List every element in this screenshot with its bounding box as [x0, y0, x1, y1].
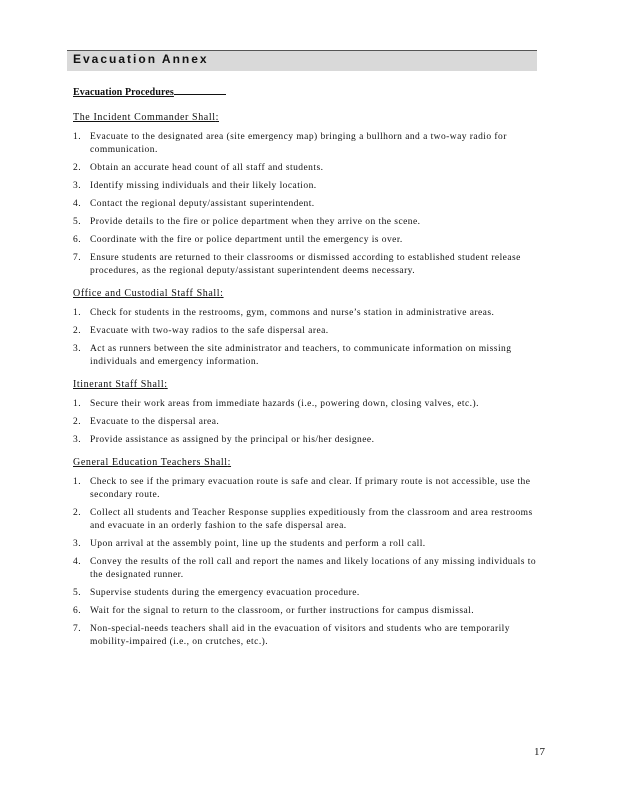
heading-underline-rule	[174, 86, 226, 95]
procedure-section	[73, 287, 539, 369]
item-number: 4.	[73, 199, 82, 209]
item-text: Provide details to the fire or police department when they arrive on the scene.	[90, 217, 421, 227]
procedure-section	[73, 378, 539, 447]
item-number: 2.	[73, 508, 82, 518]
item-text: Ensure students are returned to their classrooms or dismissed according to established student release procedures, as the regional deputy/assistant superintendent deems necessary.	[90, 253, 521, 276]
item-text: Convey the results of the roll call and report the names and likely locations of any missing individuals to the designated runner.	[90, 557, 537, 580]
item-number: 2.	[73, 326, 82, 336]
item-text: Check to see if the primary evacuation route is safe and clear. If primary route is not accessible, use the secondary route.	[90, 477, 531, 500]
item-text: Evacuate to the dispersal area.	[90, 417, 220, 427]
section-title-colon: :	[164, 379, 168, 390]
item-number: 5.	[73, 588, 82, 598]
list-item	[73, 325, 539, 338]
item-number: 3.	[73, 344, 82, 354]
item-text: Upon arrival at the assembly point, line up the students and perform a roll call.	[90, 539, 426, 549]
list-item	[73, 162, 539, 175]
item-number: 3.	[73, 435, 82, 445]
list-item	[73, 538, 539, 551]
annex-header-bar	[67, 50, 537, 71]
item-text: Check for students in the restrooms, gym, commons and nurse’s station in administrative areas.	[90, 308, 495, 318]
list-item	[73, 605, 539, 618]
item-text: Contact the regional deputy/assistant superintendent.	[90, 199, 315, 209]
section-title-text: General Education Teachers Shall	[73, 457, 228, 468]
item-number: 6.	[73, 235, 82, 245]
item-text: Provide assistance as assigned by the principal or his/her designee.	[90, 435, 375, 445]
section-title	[73, 378, 539, 392]
section-title-text: The Incident Commander Shall	[73, 112, 216, 123]
procedure-list	[73, 131, 539, 278]
section-title-colon: :	[220, 288, 224, 299]
item-text: Evacuate to the designated area (site emergency map) bringing a bullhorn and a two-way radio for communication.	[90, 132, 507, 155]
section-title	[73, 287, 539, 301]
list-item	[73, 343, 539, 369]
list-item	[73, 198, 539, 211]
item-number: 4.	[73, 557, 82, 567]
item-text: Identify missing individuals and their likely location.	[90, 181, 317, 191]
list-item	[73, 556, 539, 582]
list-item	[73, 507, 539, 533]
list-item	[73, 398, 539, 411]
list-item	[73, 131, 539, 157]
list-item	[73, 587, 539, 600]
item-number: 2.	[73, 163, 82, 173]
procedure-list	[73, 307, 539, 369]
list-item	[73, 307, 539, 320]
item-number: 7.	[73, 253, 82, 263]
annex-title: Evacuation Annex	[73, 52, 209, 66]
procedure-list	[73, 398, 539, 447]
page-number: 17	[534, 746, 545, 758]
item-number: 1.	[73, 399, 82, 409]
item-text: Act as runners between the site administrator and teachers, to communicate information on missing individuals and emergency information.	[90, 344, 512, 367]
item-text: Evacuate with two-way radios to the safe dispersal area.	[90, 326, 329, 336]
item-number: 6.	[73, 606, 82, 616]
list-item	[73, 476, 539, 502]
item-number: 1.	[73, 308, 82, 318]
section-title	[73, 111, 539, 125]
list-item	[73, 623, 539, 649]
section-title	[73, 456, 539, 470]
item-number: 1.	[73, 477, 82, 487]
section-title-colon: :	[215, 112, 219, 123]
procedure-section	[73, 456, 539, 649]
item-text: Secure their work areas from immediate hazards (i.e., powering down, closing valves, etc.).	[90, 399, 479, 409]
item-text: Collect all students and Teacher Response supplies expeditiously from the classroom and area restrooms and evacuate in an orderly fashion to the safe dispersal area.	[90, 508, 533, 531]
list-item	[73, 416, 539, 429]
list-item	[73, 234, 539, 247]
item-text: Wait for the signal to return to the classroom, or further instructions for campus dismissal.	[90, 606, 475, 616]
procedures-content	[73, 111, 539, 658]
item-number: 3.	[73, 181, 82, 191]
list-item	[73, 434, 539, 447]
item-number: 1.	[73, 132, 82, 142]
section-title-text: Itinerant Staff Shall	[73, 379, 165, 390]
procedures-heading	[73, 86, 226, 98]
section-title-text: Office and Custodial Staff Shall	[73, 288, 221, 299]
item-number: 3.	[73, 539, 82, 549]
item-number: 5.	[73, 217, 82, 227]
item-text: Coordinate with the fire or police department until the emergency is over.	[90, 235, 403, 245]
list-item	[73, 252, 539, 278]
list-item	[73, 180, 539, 193]
item-text: Supervise students during the emergency evacuation procedure.	[90, 588, 360, 598]
procedure-section	[73, 111, 539, 278]
item-text: Non-special-needs teachers shall aid in the evacuation of visitors and students who are temporarily mobility-impaired (i.e., on crutches, etc.).	[90, 624, 510, 647]
item-number: 2.	[73, 417, 82, 427]
item-text: Obtain an accurate head count of all staff and students.	[90, 163, 324, 173]
section-title-colon: :	[227, 457, 232, 468]
procedures-heading-text: Evacuation Procedures	[73, 87, 174, 98]
list-item	[73, 216, 539, 229]
item-number: 7.	[73, 624, 82, 634]
procedure-list	[73, 476, 539, 649]
